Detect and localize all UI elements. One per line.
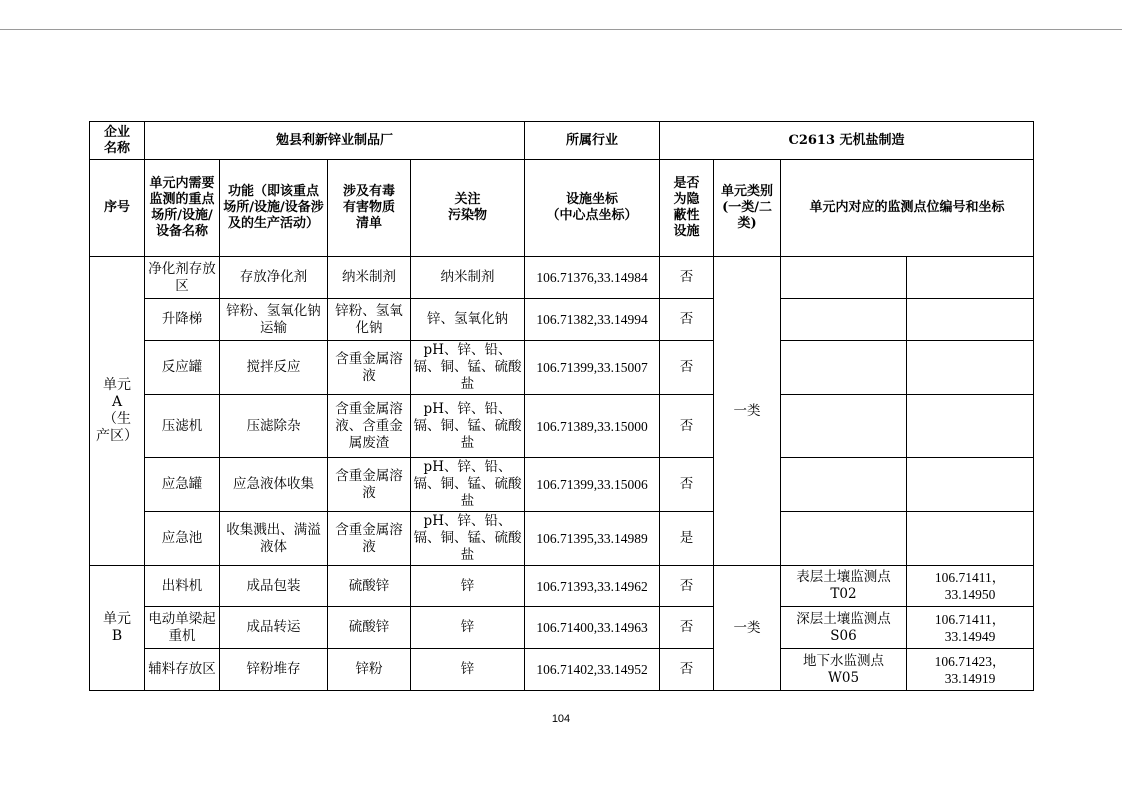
coord-cell: 106.71389,33.15000 xyxy=(525,395,660,458)
col-function: 功能（即该重点场所/设施/设备涉及的生产活动） xyxy=(220,160,328,257)
table-row xyxy=(90,395,1034,458)
col-site: 单元内需要监测的重点场所/设施/设备名称 xyxy=(145,160,220,257)
toxic-cell: 硫酸锌 xyxy=(328,566,411,607)
coord-cell: 106.71399,33.15007 xyxy=(525,341,660,395)
pollutant-cell: 纳米制剂 xyxy=(411,257,525,299)
table-row xyxy=(90,649,1034,691)
coord-cell: 106.71382,33.14994 xyxy=(525,299,660,341)
col-coord: 设施坐标 （中心点坐标） xyxy=(525,160,660,257)
monitor-coord-cell: 106.71411， 33.14949 xyxy=(907,607,1034,649)
coord-cell: 106.71395,33.14989 xyxy=(525,512,660,566)
page-number: 104 xyxy=(551,713,571,725)
function-cell: 锌粉堆存 xyxy=(220,649,328,691)
hidden-cell: 否 xyxy=(660,607,714,649)
site-cell: 反应罐 xyxy=(145,341,220,395)
pollutant-cell: pH、锌、铅、镉、铜、锰、硫酸盐 xyxy=(411,341,525,395)
unit-a-category: 一类 xyxy=(714,257,781,566)
table-row xyxy=(90,512,1034,566)
col-seq: 序号 xyxy=(90,160,145,257)
coord-cell: 106.71400,33.14963 xyxy=(525,607,660,649)
monitor-name-cell xyxy=(781,299,907,341)
col-pollutant: 关注 污染物 xyxy=(411,160,525,257)
monitor-coord-cell: 106.71423， 33.14919 xyxy=(907,649,1034,691)
monitor-coord-cell xyxy=(907,299,1034,341)
monitoring-table xyxy=(89,121,1034,691)
table-row xyxy=(90,299,1034,341)
monitor-coord-cell xyxy=(907,395,1034,458)
table-row xyxy=(90,607,1034,649)
monitor-coord-cell xyxy=(907,512,1034,566)
pollutant-cell: pH、锌、铅、镉、铜、锰、硫酸盐 xyxy=(411,395,525,458)
function-cell: 成品包装 xyxy=(220,566,328,607)
toxic-cell: 锌粉 xyxy=(328,649,411,691)
table-row xyxy=(90,341,1034,395)
column-header-row xyxy=(90,160,1034,257)
monitor-name-cell xyxy=(781,257,907,299)
company-name: 勉县利新锌业制品厂 xyxy=(145,122,525,160)
col-toxic: 涉及有毒有害物质清单 xyxy=(328,160,411,257)
site-cell: 出料机 xyxy=(145,566,220,607)
site-cell: 升降梯 xyxy=(145,299,220,341)
monitor-coord-cell xyxy=(907,458,1034,512)
function-cell: 收集溅出、满溢液体 xyxy=(220,512,328,566)
hidden-cell: 否 xyxy=(660,257,714,299)
monitor-coord-cell xyxy=(907,257,1034,299)
toxic-cell: 含重金属溶液 xyxy=(328,341,411,395)
industry-label: 所属行业 xyxy=(525,122,660,160)
monitor-name-cell: 地下水监测点W05 xyxy=(781,649,907,691)
coord-cell: 106.71376,33.14984 xyxy=(525,257,660,299)
pollutant-cell: 锌、氢氧化钠 xyxy=(411,299,525,341)
company-label: 企业名称 xyxy=(90,122,145,160)
toxic-cell: 纳米制剂 xyxy=(328,257,411,299)
pollutant-cell: 锌 xyxy=(411,566,525,607)
coord-cell: 106.71402,33.14952 xyxy=(525,649,660,691)
unit-b-label: 单元 B xyxy=(90,566,145,691)
toxic-cell: 含重金属溶液 xyxy=(328,458,411,512)
monitor-name-cell: 深层土壤监测点S06 xyxy=(781,607,907,649)
function-cell: 压滤除杂 xyxy=(220,395,328,458)
site-cell: 辅料存放区 xyxy=(145,649,220,691)
monitor-coord-cell: 106.71411， 33.14950 xyxy=(907,566,1034,607)
pollutant-cell: pH、锌、铅、镉、铜、锰、硫酸盐 xyxy=(411,458,525,512)
industry-value: C2613 无机盐制造 xyxy=(660,122,1034,160)
monitor-name-cell xyxy=(781,341,907,395)
site-cell: 应急罐 xyxy=(145,458,220,512)
function-cell: 应急液体收集 xyxy=(220,458,328,512)
hidden-cell: 否 xyxy=(660,395,714,458)
monitor-coord-cell xyxy=(907,341,1034,395)
table-row xyxy=(90,566,1034,607)
monitor-name-cell xyxy=(781,512,907,566)
hidden-cell: 否 xyxy=(660,458,714,512)
function-cell: 搅拌反应 xyxy=(220,341,328,395)
table-row xyxy=(90,458,1034,512)
site-cell: 应急池 xyxy=(145,512,220,566)
site-cell: 净化剂存放区 xyxy=(145,257,220,299)
monitor-name-cell xyxy=(781,458,907,512)
monitor-name-cell xyxy=(781,395,907,458)
unit-a-label: 单元 A （生 产区） xyxy=(90,257,145,566)
hidden-cell: 否 xyxy=(660,299,714,341)
monitor-name-cell: 表层土壤监测点T02 xyxy=(781,566,907,607)
toxic-cell: 锌粉、氢氧化钠 xyxy=(328,299,411,341)
toxic-cell: 含重金属溶液 xyxy=(328,512,411,566)
table-row xyxy=(90,257,1034,299)
hidden-cell: 否 xyxy=(660,341,714,395)
coord-cell: 106.71393,33.14962 xyxy=(525,566,660,607)
function-cell: 成品转运 xyxy=(220,607,328,649)
site-cell: 压滤机 xyxy=(145,395,220,458)
site-cell: 电动单梁起重机 xyxy=(145,607,220,649)
unit-b-category: 一类 xyxy=(714,566,781,691)
function-cell: 存放净化剂 xyxy=(220,257,328,299)
top-rule xyxy=(0,29,1122,30)
col-hidden: 是否为隐蔽性设施 xyxy=(660,160,714,257)
coord-cell: 106.71399,33.15006 xyxy=(525,458,660,512)
hidden-cell: 否 xyxy=(660,566,714,607)
pollutant-cell: pH、锌、铅、镉、铜、锰、硫酸盐 xyxy=(411,512,525,566)
monitoring-table-sheet xyxy=(89,121,1033,691)
pollutant-cell: 锌 xyxy=(411,649,525,691)
toxic-cell: 含重金属溶液、含重金属废渣 xyxy=(328,395,411,458)
company-row xyxy=(90,122,1034,160)
pollutant-cell: 锌 xyxy=(411,607,525,649)
function-cell: 锌粉、氢氧化钠运输 xyxy=(220,299,328,341)
col-monitor: 单元内对应的监测点位编号和坐标 xyxy=(781,160,1034,257)
hidden-cell: 是 xyxy=(660,512,714,566)
hidden-cell: 否 xyxy=(660,649,714,691)
col-category: 单元类别(一类/二类) xyxy=(714,160,781,257)
toxic-cell: 硫酸锌 xyxy=(328,607,411,649)
